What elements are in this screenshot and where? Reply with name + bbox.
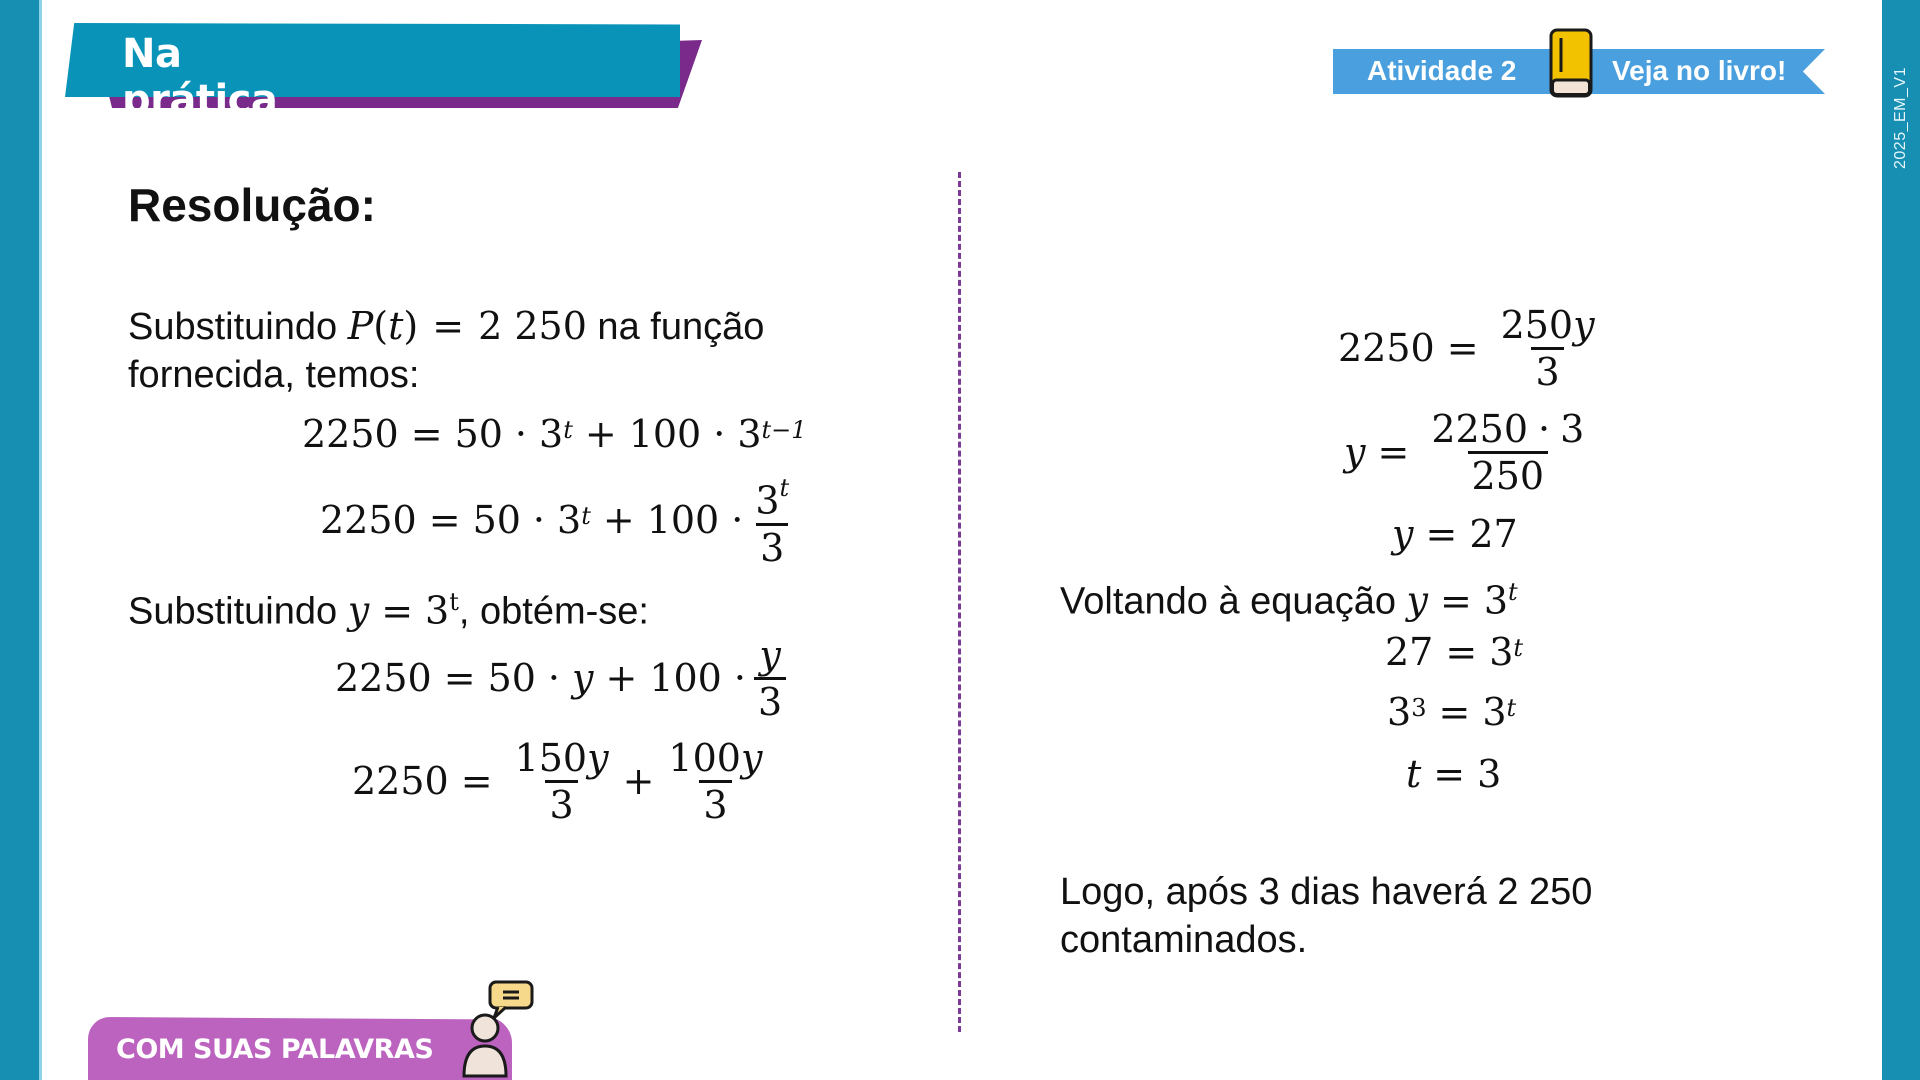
activity-label: Atividade 2 xyxy=(1367,55,1517,86)
math-eq: = xyxy=(381,588,414,633)
math-paren: ( xyxy=(373,304,389,348)
conclusion-paragraph xyxy=(1060,868,1592,964)
equation-r2 xyxy=(1344,404,1594,500)
math-number: 250 xyxy=(1468,451,1549,498)
math-var: y xyxy=(740,735,763,780)
math-var: y xyxy=(1392,512,1414,556)
person-speech-icon xyxy=(458,978,536,1080)
math-eq: = xyxy=(1425,512,1458,556)
equation-r4 xyxy=(1385,626,1523,678)
math-eq: = xyxy=(432,304,465,348)
fraction xyxy=(664,736,766,827)
math-number: 2250 xyxy=(352,759,449,803)
footer-label: COM SUAS PALAVRAS xyxy=(116,1034,434,1065)
math-dot: · xyxy=(733,656,746,700)
math-number: 3 xyxy=(545,780,577,827)
fraction xyxy=(1497,303,1599,394)
math-number: 50 xyxy=(487,656,536,700)
intro-text: na função xyxy=(586,306,765,348)
math-plus: + xyxy=(605,656,638,700)
math-plus: + xyxy=(622,759,655,803)
math-exponent: t xyxy=(581,502,591,530)
math-number: 3 xyxy=(1477,752,1502,796)
intro-text: Substituindo xyxy=(128,306,348,348)
right-side-bar xyxy=(1882,0,1920,1080)
fraction xyxy=(754,633,786,724)
return-paragraph xyxy=(1060,568,1518,626)
math-number: 3 xyxy=(737,412,762,456)
section-title: Na prática xyxy=(122,31,278,123)
math-number: 3 xyxy=(1387,690,1412,734)
sub-text: , obtém-se: xyxy=(458,590,649,633)
math-exponent: t xyxy=(1508,578,1518,606)
math-var: y xyxy=(759,632,781,677)
math-paren: ) xyxy=(403,304,419,348)
math-exponent: t xyxy=(563,416,573,444)
math-number: 3 xyxy=(1531,347,1563,394)
math-number: 3 xyxy=(1482,690,1507,734)
math-dot: · xyxy=(547,656,561,700)
math-dot: · xyxy=(514,412,528,456)
equation-r3 xyxy=(1392,508,1518,560)
math-eq: = xyxy=(428,498,461,542)
fraction xyxy=(751,470,793,570)
equation-1 xyxy=(302,408,807,460)
math-exponent: t xyxy=(1506,694,1517,722)
substitution-paragraph xyxy=(128,578,649,636)
math-number: 150 xyxy=(514,735,588,780)
math-number: 3 xyxy=(1560,406,1585,451)
math-number: 3 xyxy=(1483,578,1509,623)
edition-code: 2025_EM_V1 xyxy=(1892,67,1909,169)
math-number: 50 xyxy=(472,498,521,542)
left-side-bar xyxy=(0,0,42,1080)
math-number: 100 xyxy=(628,412,702,456)
sub-text: Substituindo xyxy=(128,590,348,633)
math-number: 50 xyxy=(454,412,503,456)
math-plus: + xyxy=(602,498,635,542)
conclusion-line-2: contaminados. xyxy=(1060,919,1308,961)
math-var: y xyxy=(587,735,609,780)
math-number: 100 xyxy=(649,656,722,700)
math-dot: · xyxy=(713,412,726,456)
equation-r5 xyxy=(1387,686,1516,738)
math-number: 2 250 xyxy=(478,304,587,348)
math-var: y xyxy=(1573,302,1595,347)
math-dot: · xyxy=(731,498,744,542)
math-number: 100 xyxy=(668,735,741,780)
math-number: 27 xyxy=(1469,512,1518,556)
return-text: Voltando à equação xyxy=(1060,580,1407,623)
column-divider xyxy=(958,172,961,1032)
math-plus: + xyxy=(584,412,617,456)
math-number: 3 xyxy=(539,412,564,456)
math-var: y xyxy=(1406,578,1428,623)
book-icon xyxy=(1549,28,1593,98)
math-var: y xyxy=(347,588,370,633)
math-exponent: t−1 xyxy=(761,416,807,444)
math-eq: = xyxy=(410,412,443,456)
math-dot: · xyxy=(1538,406,1551,451)
fraction xyxy=(511,736,613,827)
conclusion-line-1: Logo, após 3 dias haverá 2 250 xyxy=(1060,871,1593,913)
math-eq: = xyxy=(1440,578,1472,623)
equation-r1 xyxy=(1338,300,1605,396)
math-number: 3 xyxy=(1489,630,1514,674)
see-in-book-link[interactable]: Veja no livro! xyxy=(1612,55,1787,86)
math-number: 3 xyxy=(756,523,788,570)
fraction xyxy=(1427,407,1588,498)
math-number: 3 xyxy=(754,677,786,724)
math-exponent: 3 xyxy=(1411,694,1427,722)
math-eq: = xyxy=(443,656,476,700)
math-var: y xyxy=(572,656,594,700)
math-number: 3 xyxy=(755,478,780,523)
math-number: 100 xyxy=(646,498,720,542)
intro-paragraph xyxy=(128,302,764,399)
math-number: 2250 xyxy=(302,412,399,456)
math-number: 3 xyxy=(699,780,731,827)
math-number: 27 xyxy=(1385,630,1434,674)
math-number: 3 xyxy=(425,588,450,633)
equation-4 xyxy=(352,734,772,828)
math-exponent: t xyxy=(1513,634,1524,662)
math-eq: = xyxy=(1446,326,1479,370)
math-number: 3 xyxy=(557,498,582,542)
math-var: t xyxy=(1406,752,1422,796)
math-eq: = xyxy=(1438,690,1471,734)
math-number: 2250 xyxy=(1338,326,1435,370)
math-eq: = xyxy=(460,759,493,803)
equation-3 xyxy=(335,632,792,724)
math-var: P xyxy=(347,304,374,348)
math-var: t xyxy=(388,304,404,348)
resolution-heading: Resolução: xyxy=(128,179,376,231)
math-eq: = xyxy=(1377,430,1410,474)
math-number: 250 xyxy=(1500,302,1574,347)
math-number: 2250 xyxy=(1431,406,1529,451)
equation-r6 xyxy=(1406,748,1501,800)
math-exponent: t xyxy=(779,474,790,503)
math-exponent: t xyxy=(449,588,459,616)
math-eq: = xyxy=(1445,630,1478,674)
math-eq: = xyxy=(1433,752,1466,796)
equation-2 xyxy=(320,472,799,568)
intro-text-line2: fornecida, temos: xyxy=(128,354,420,396)
math-number: 2250 xyxy=(335,656,432,700)
math-dot: · xyxy=(532,498,546,542)
math-number: 2250 xyxy=(320,498,417,542)
math-var: y xyxy=(1344,430,1366,474)
